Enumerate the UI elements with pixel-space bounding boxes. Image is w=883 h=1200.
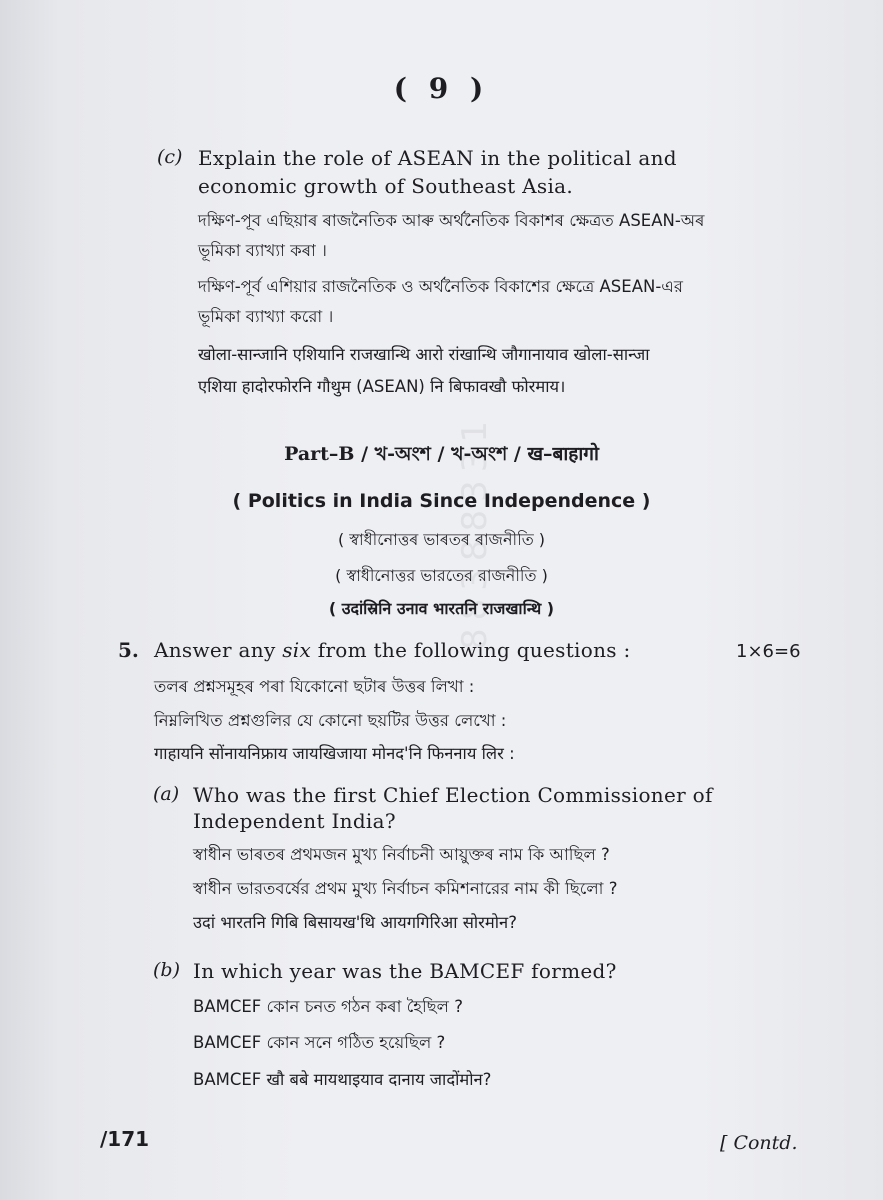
question-5-instruction-bengali: নিম্নলিখিত প্রশ্নগুলির যে কোনো ছয়টির উত্তর লেখো : — [154, 711, 507, 730]
instruction-pre: Answer any — [154, 638, 283, 662]
question-5a-english-line-2: Independent India? — [193, 809, 396, 833]
question-c-english-line-2: economic growth of Southeast Asia. — [198, 174, 574, 198]
part-b-title: Part–B / খ-অংশ / খ-অংশ / ख–बाहागो — [284, 443, 599, 465]
question-5-marks: 1×6=6 — [736, 641, 801, 662]
continued-label: [ Contd. — [720, 1132, 798, 1154]
question-c-label: (c) — [157, 146, 183, 168]
question-5a-assamese: স্বাধীন ভাৰতৰ প্ৰথমজন মুখ্য নিৰ্বাচনী আয়ুক্তৰ নাম কি আছিল ? — [193, 845, 610, 864]
question-5-instruction-english — [154, 638, 631, 662]
question-5b-bodo: BAMCEF खौ बबे मायथाइयाव दानाय जादोंमोन? — [193, 1070, 492, 1089]
question-5a-english-line-1: Who was the first Chief Election Commissioner of — [193, 783, 713, 807]
instruction-post: from the following questions : — [311, 638, 631, 662]
part-b-subject-bodo: ( उदांस्रिनि उनाव भारतनि राजखान्थि ) — [328, 599, 555, 618]
question-5b-english: In which year was the BAMCEF formed? — [193, 959, 617, 983]
part-b-subject-assamese: ( স্বাধীনোত্তৰ ভাৰতৰ ৰাজনীতি ) — [337, 530, 546, 549]
instruction-emphasis: six — [282, 638, 312, 662]
paper-code: /171 — [100, 1127, 150, 1151]
question-5-number: 5. — [118, 638, 139, 662]
page-number: ( 9 ) — [393, 72, 490, 105]
question-c-bodo-line-1: खोला-सान्जानि एशियानि राजखान्थि आरो रांखान्थि जौगानायाव खोला-सान्जा — [198, 345, 650, 364]
question-c-bengali-line-2: ভূমিকা ব্যাখ্যা করো । — [198, 307, 334, 326]
question-5b-assamese: BAMCEF কোন চনত গঠন কৰা হৈছিল ? — [193, 997, 463, 1016]
question-c-bengali-line-1: দক্ষিণ-পূর্ব এশিয়ার রাজনৈতিক ও অর্থনৈতিক বিকাশের ক্ষেত্রে ASEAN-এর — [198, 277, 683, 296]
question-5a-label: (a) — [153, 783, 180, 805]
part-b-heading — [0, 440, 883, 472]
question-5b-bengali: BAMCEF কোন সনে গঠিত হয়েছিল ? — [193, 1033, 446, 1052]
part-b-subject-english: ( Politics in India Since Independence ) — [232, 490, 651, 512]
question-5a-bengali: স্বাধীন ভারতবর্ষের প্রথম মুখ্য নির্বাচন কমিশনারের নাম কী ছিলো ? — [193, 879, 618, 898]
question-5a-bodo: उदां भारतनि गिबि बिसायख'थि आयगगिरिआ सोरमोन? — [193, 913, 517, 932]
question-c-bodo-line-2: एशिया हादोरफोरनि गौथुम (ASEAN) नि बिफावखौ फोरमाय। — [198, 377, 566, 396]
question-5-instruction-assamese: তলৰ প্ৰশ্নসমূহৰ পৰা যিকোনো ছটাৰ উত্তৰ লিখা : — [154, 677, 475, 696]
question-c-assamese-line-1: দক্ষিণ-পূব এছিয়াৰ ৰাজনৈতিক আৰু অৰ্থনৈতিক বিকাশৰ ক্ষেত্ৰত ASEAN-অৰ — [198, 211, 705, 230]
question-c-assamese-line-2: ভূমিকা ব্যাখ্যা কৰা । — [198, 241, 327, 260]
watermark-serial: 88388331 — [455, 412, 495, 650]
question-c-english-line-1: Explain the role of ASEAN in the political and — [198, 146, 677, 170]
part-b-subject-bengali: ( স্বাধীনোত্তর ভারতের রাজনীতি ) — [335, 566, 548, 585]
question-5-instruction-bodo: गाहायनि सोंनायनिफ्राय जायखिजाया मोनद'नि फिननाय लिर : — [154, 744, 515, 763]
question-5b-label: (b) — [153, 959, 180, 981]
